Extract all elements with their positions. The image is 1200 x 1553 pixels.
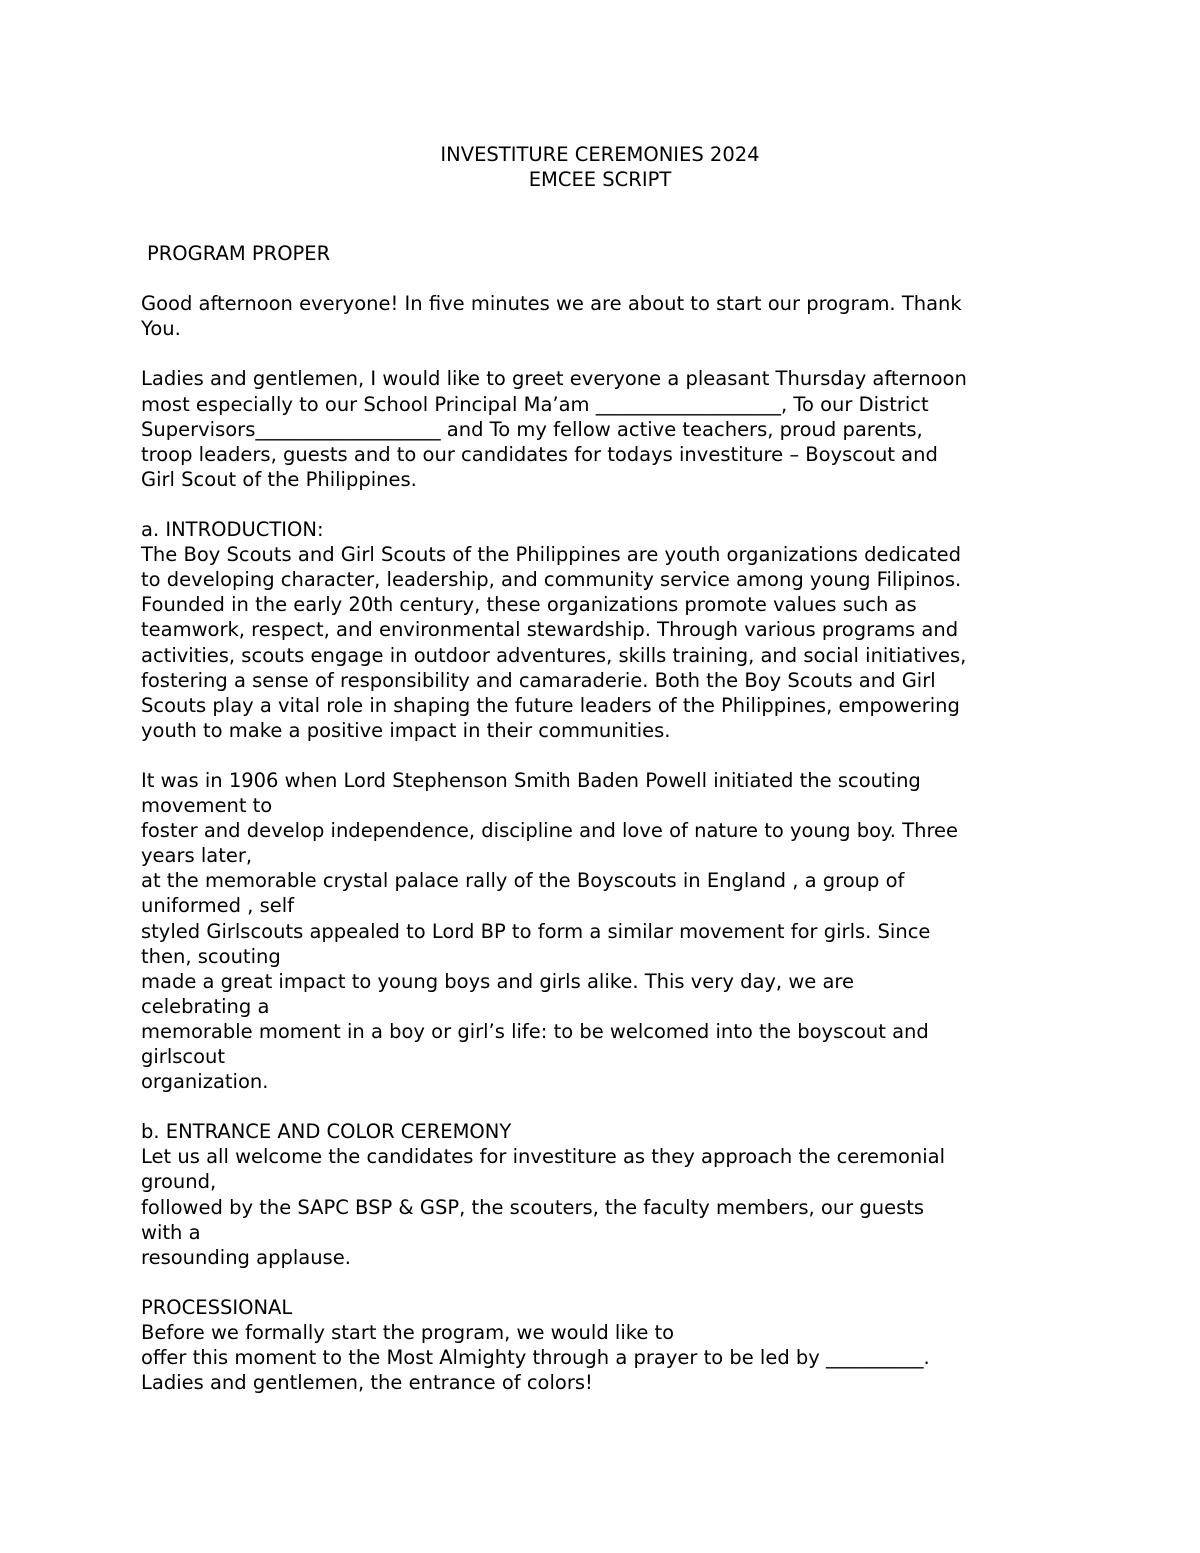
text-line: You.: [141, 317, 181, 341]
text-line: organization.: [141, 1070, 269, 1094]
text-line: Supervisors___________________ and To my fellow active teachers, proud parents,: [141, 417, 923, 441]
text-line: foster and develop independence, discipline and love of nature to young boy. Three: [141, 819, 959, 843]
paragraph-welcome: [141, 366, 1071, 491]
paragraph-introduction: [141, 542, 1071, 743]
paragraph-processional: [141, 1320, 1071, 1395]
text-line: teamwork, respect, and environmental stewardship. Through various programs and: [141, 618, 959, 642]
text-line: activities, scouts engage in outdoor adventures, skills training, and social initiatives,: [141, 643, 967, 667]
text-line: memorable moment in a boy or girl’s life: to be welcomed into the boyscout and: [141, 1019, 929, 1043]
text-line: at the memorable crystal palace rally of the Boyscouts in England , a group of: [141, 869, 905, 893]
text-line: then, scouting: [141, 944, 281, 968]
text-line: movement to: [141, 794, 273, 818]
text-line: youth to make a positive impact in their communities.: [141, 718, 671, 742]
text-line: Let us all welcome the candidates for investiture as they approach the ceremonial: [141, 1145, 946, 1169]
text-line: with a: [141, 1220, 201, 1244]
text-line: most especially to our School Principal Ma’am ___________________, To our District: [141, 392, 929, 416]
section-heading-program-proper: PROGRAM PROPER: [147, 242, 331, 265]
text-line: Girl Scout of the Philippines.: [141, 467, 417, 491]
title-block: [0, 142, 1200, 192]
text-line: celebrating a: [141, 994, 270, 1018]
text-line: to developing character, leadership, and community service among young Filipinos.: [141, 568, 962, 592]
text-line: Founded in the early 20th century, these organizations promote values such as: [141, 593, 917, 617]
section-heading-processional: PROCESSIONAL: [141, 1295, 293, 1319]
paragraph-entrance: [141, 1144, 1071, 1269]
paragraph-history: [141, 768, 1071, 1094]
text-line: Before we formally start the program, we would like to: [141, 1321, 675, 1345]
text-line: Ladies and gentlemen, the entrance of colors!: [141, 1371, 593, 1395]
document-subtitle: EMCEE SCRIPT: [528, 168, 672, 191]
section-heading-entrance: b. ENTRANCE AND COLOR CEREMONY: [141, 1120, 512, 1144]
text-line: The Boy Scouts and Girl Scouts of the Philippines are youth organizations dedicated: [141, 543, 962, 567]
document-body: [141, 241, 1071, 1395]
text-line: girlscout: [141, 1045, 226, 1068]
text-line: troop leaders, guests and to our candidates for todays investiture – Boyscout and: [141, 442, 938, 466]
text-line: Good afternoon everyone! In five minutes we are about to start our program. Thank: [141, 292, 962, 316]
text-line: resounding applause.: [141, 1245, 351, 1269]
text-line: offer this moment to the Most Almighty through a prayer to be led by __________.: [141, 1346, 930, 1370]
text-line: Ladies and gentlemen, I would like to greet everyone a pleasant Thursday afternoon: [141, 367, 967, 391]
paragraph-greeting: [141, 291, 1071, 341]
text-line: fostering a sense of responsibility and camaraderie. Both the Boy Scouts and Girl: [141, 668, 936, 692]
document-title: INVESTITURE CEREMONIES 2024: [440, 143, 760, 166]
text-line: made a great impact to young boys and girls alike. This very day, we are: [141, 969, 855, 993]
text-line: Scouts play a vital role in shaping the future leaders of the Philippines, empowering: [141, 693, 960, 717]
text-line: styled Girlscouts appealed to Lord BP to form a similar movement for girls. Since: [141, 919, 931, 943]
text-line: followed by the SAPC BSP & GSP, the scouters, the faculty members, our guests: [141, 1195, 925, 1219]
text-line: years later,: [141, 844, 253, 868]
text-line: uniformed , self: [141, 894, 295, 918]
text-line: It was in 1906 when Lord Stephenson Smith Baden Powell initiated the scouting: [141, 768, 921, 792]
section-heading-introduction: a. INTRODUCTION:: [141, 518, 324, 542]
text-line: ground,: [141, 1170, 217, 1194]
